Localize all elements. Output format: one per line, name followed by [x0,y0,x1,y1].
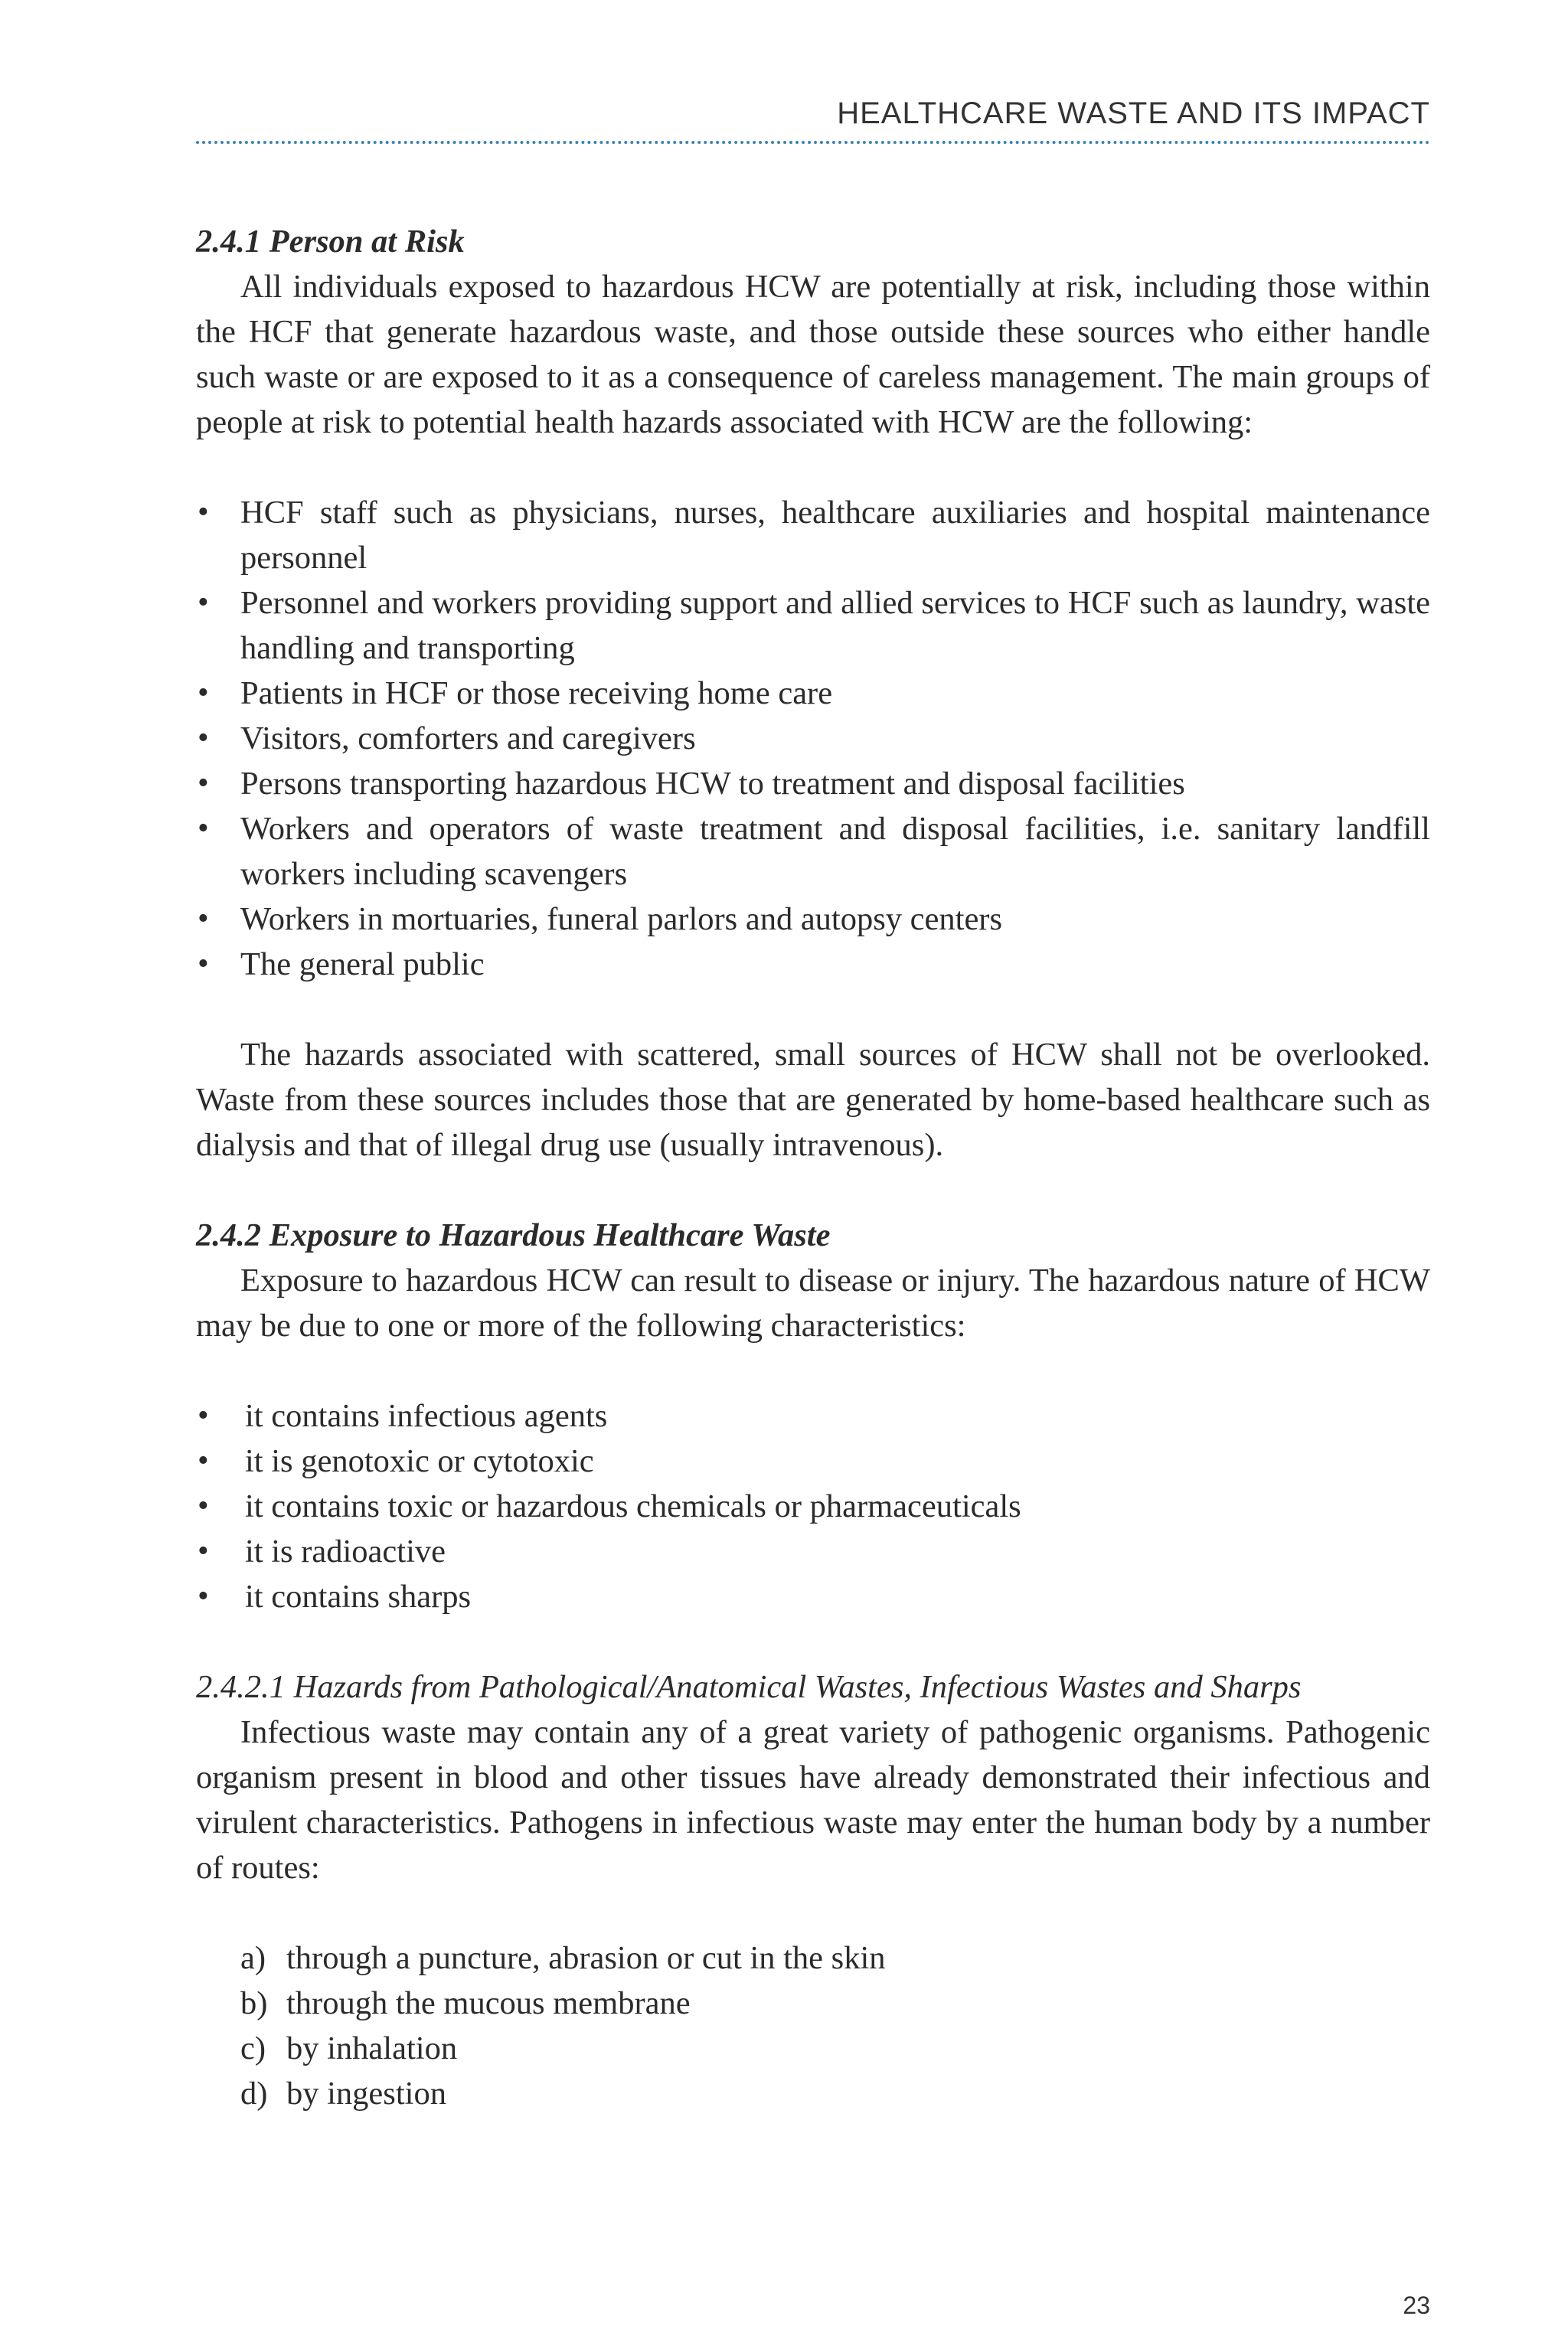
bullet-icon: • [198,675,209,710]
hazard-characteristics-list [196,1393,1430,1619]
infection-routes-list [196,1936,1430,2116]
section-heading-2-4-2: 2.4.2 Exposure to Hazardous Healthcare Waste [196,1217,831,1253]
list-item: • it is radioactive [196,1529,1430,1574]
bullet-icon: • [198,766,209,801]
list-item: a) through a puncture, abrasion or cut in the skin [196,1936,1430,1981]
list-item: • Patients in HCF or those receiving home care [196,671,1430,716]
section-2-4-2-1-intro: Infectious waste may contain any of a great variety of pathogenic organisms. Pathogenic organism present in blood and other tissues have already demonstrated their infectious and virulent characteristics. Pathogens in infectious waste may enter the human body by a number of routes: [196,1714,1430,1886]
page-body [196,219,1430,2116]
list-item: c) by inhalation [196,2026,1430,2071]
list-item: • Personnel and workers providing support and allied services to HCF such as laundry, waste handling and transporting [196,580,1430,671]
section-2-4-1-outro: The hazards associated with scattered, small sources of HCW shall not be overlooked. Waste from these sources includes those that are generated by home-based healthcare such as dialysis and that of illegal drug use (usually intravenous). [196,1037,1430,1163]
list-item: • Workers in mortuaries, funeral parlors and autopsy centers [196,897,1430,942]
section-heading-2-4-1: 2.4.1 Person at Risk [196,224,465,260]
bullet-icon: • [198,1443,209,1478]
persons-at-risk-list [196,490,1430,987]
bullet-icon: • [198,720,209,756]
list-item: • Visitors, comforters and caregivers [196,716,1430,761]
list-item: • it is genotoxic or cytotoxic [196,1439,1430,1484]
bullet-icon: • [198,901,209,936]
list-marker: a) [240,1940,266,1976]
list-item: • it contains toxic or hazardous chemicals or pharmaceuticals [196,1484,1430,1529]
section-2-4-2-intro: Exposure to hazardous HCW can result to disease or injury. The hazardous nature of HCW may be due to one or more of the following characteristics: [196,1263,1430,1344]
list-item: d) by ingestion [196,2071,1430,2116]
list-item: • Workers and operators of waste treatment and disposal facilities, i.e. sanitary landfill workers including scavengers [196,806,1430,897]
bullet-icon: • [198,946,209,982]
running-header: HEALTHCARE WASTE AND ITS IMPACT [837,96,1430,130]
list-item: • it contains sharps [196,1574,1430,1619]
bullet-icon: • [198,495,209,530]
bullet-icon: • [198,1579,209,1614]
bullet-icon: • [198,1534,209,1569]
list-item: b) through the mucous membrane [196,1981,1430,2026]
bullet-icon: • [198,585,209,620]
list-marker: d) [240,2076,268,2112]
list-item: • The general public [196,942,1430,987]
list-item: • Persons transporting hazardous HCW to treatment and disposal facilities [196,761,1430,806]
header-rule [196,141,1430,144]
section-2-4-1-intro: All individuals exposed to hazardous HCW are potentially at risk, including those within the HCF that generate hazardous waste, and those outside these sources who either handle such waste or are exposed to it as a consequence of careless management. The main groups of people at risk to potential health hazards associated with HCW are the following: [196,269,1430,440]
list-marker: c) [240,2030,266,2066]
list-marker: b) [240,1985,268,2021]
list-item: • HCF staff such as physicians, nurses, healthcare auxiliaries and hospital maintenance personnel [196,490,1430,580]
list-item: • it contains infectious agents [196,1393,1430,1439]
bullet-icon: • [198,1398,209,1433]
page-number: 23 [1403,2292,1430,2319]
section-heading-2-4-2-1: 2.4.2.1 Hazards from Pathological/Anatomical Wastes, Infectious Wastes and Sharps [196,1669,1302,1705]
bullet-icon: • [198,811,209,846]
bullet-icon: • [198,1488,209,1524]
